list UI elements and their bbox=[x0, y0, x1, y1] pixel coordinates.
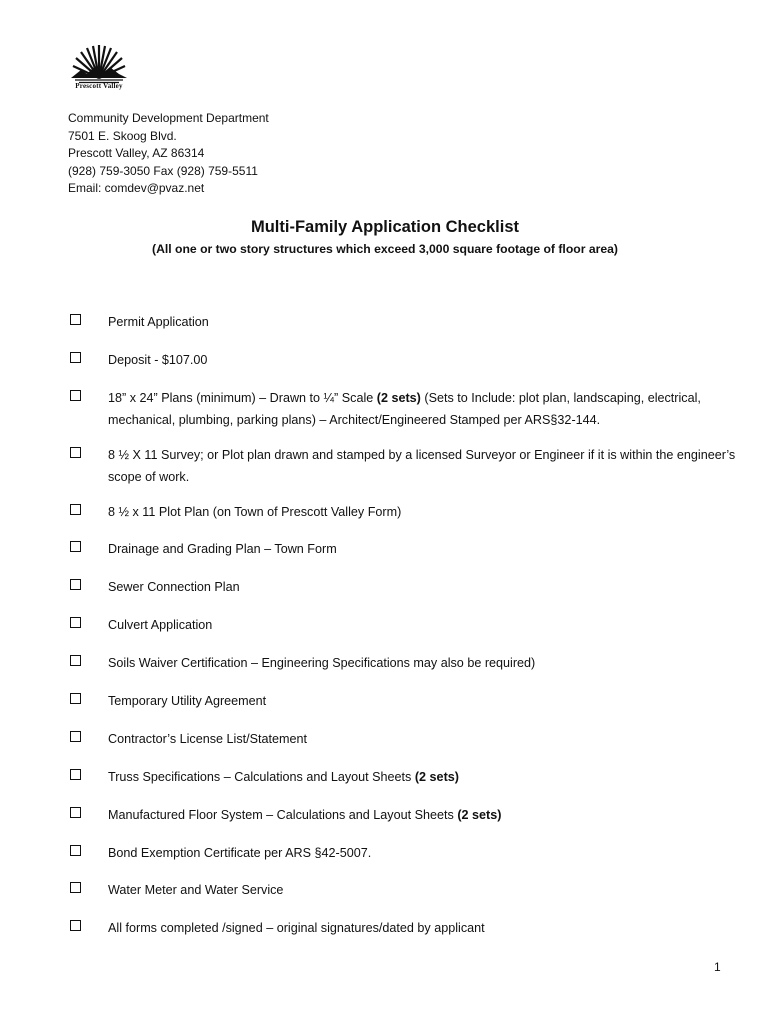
checklist-item-label: Soils Waiver Certification – Engineering Specifications may also be required) bbox=[108, 656, 536, 670]
checkbox[interactable] bbox=[70, 882, 81, 893]
document-title: Multi-Family Application Checklist bbox=[250, 218, 519, 236]
checklist-item-label: Culvert Application bbox=[108, 618, 213, 632]
department-address bbox=[68, 110, 269, 198]
checkbox[interactable] bbox=[70, 731, 81, 742]
checkbox[interactable] bbox=[70, 314, 81, 325]
checklist-item-label: Temporary Utility Agreement bbox=[108, 694, 267, 708]
checkbox[interactable] bbox=[70, 390, 81, 401]
sunburst-icon bbox=[67, 44, 131, 84]
page-number: 1 bbox=[714, 960, 721, 974]
checkbox[interactable] bbox=[70, 807, 81, 818]
document-subtitle: (All one or two story structures which exceed 3,000 square footage of floor area) bbox=[152, 242, 618, 256]
checkbox[interactable] bbox=[70, 845, 81, 856]
checklist-item-label: Drainage and Grading Plan – Town Form bbox=[108, 542, 337, 556]
checklist-item-label: 8 ½ x 11 Plot Plan (on Town of Prescott Valley Form) bbox=[108, 505, 402, 519]
checklist-item-label: Contractor’s License List/Statement bbox=[108, 732, 308, 746]
checkbox[interactable] bbox=[70, 579, 81, 590]
checklist-item-label: 8 ½ X 11 Survey; or Plot plan drawn and stamped by a licensed Surveyor or Engineer if it is within the engineer’s scope of work. bbox=[108, 448, 736, 484]
checklist-item-label: Deposit - $107.00 bbox=[108, 353, 208, 367]
checklist-item-label: 18” x 24” Plans (minimum) – Drawn to ¼” Scale (2 sets) (Sets to Include: plot plan, landscaping, electrical, mechanical, plumbing, parking plans) – Architect/Engineered Stamped per ARS§32-144. bbox=[108, 391, 701, 427]
city-state-zip: Prescott Valley, AZ 86314 bbox=[68, 146, 205, 160]
checklist-item-label: Bond Exemption Certificate per ARS §42-5007. bbox=[108, 846, 372, 860]
checkbox[interactable] bbox=[70, 920, 81, 931]
email-address: Email: comdev@pvaz.net bbox=[68, 181, 205, 195]
phone-fax: (928) 759-3050 Fax (928) 759-5511 bbox=[68, 163, 258, 178]
logo-wordmark: Prescott Valley bbox=[75, 82, 123, 90]
department-name: Community Development Department bbox=[68, 111, 269, 125]
checkbox[interactable] bbox=[70, 447, 81, 458]
checkbox[interactable] bbox=[70, 352, 81, 363]
checkbox[interactable] bbox=[70, 693, 81, 704]
checkbox[interactable] bbox=[70, 769, 81, 780]
checklist-item-label: Permit Application bbox=[108, 315, 209, 329]
street-address: 7501 E. Skoog Blvd. bbox=[68, 128, 177, 143]
checklist-item-label: Truss Specifications – Calculations and Layout Sheets (2 sets) bbox=[108, 770, 459, 784]
checklist-item-label: Water Meter and Water Service bbox=[108, 883, 284, 897]
town-logo bbox=[67, 44, 131, 94]
checklist-item-label: Sewer Connection Plan bbox=[108, 580, 240, 594]
checkbox[interactable] bbox=[70, 541, 81, 552]
checklist-item-label: Manufactured Floor System – Calculations and Layout Sheets (2 sets) bbox=[108, 808, 502, 822]
checkbox[interactable] bbox=[70, 617, 81, 628]
checkbox[interactable] bbox=[70, 504, 81, 515]
checklist-item-label: All forms completed /signed – original signatures/dated by applicant bbox=[108, 921, 485, 935]
checkbox[interactable] bbox=[70, 655, 81, 666]
